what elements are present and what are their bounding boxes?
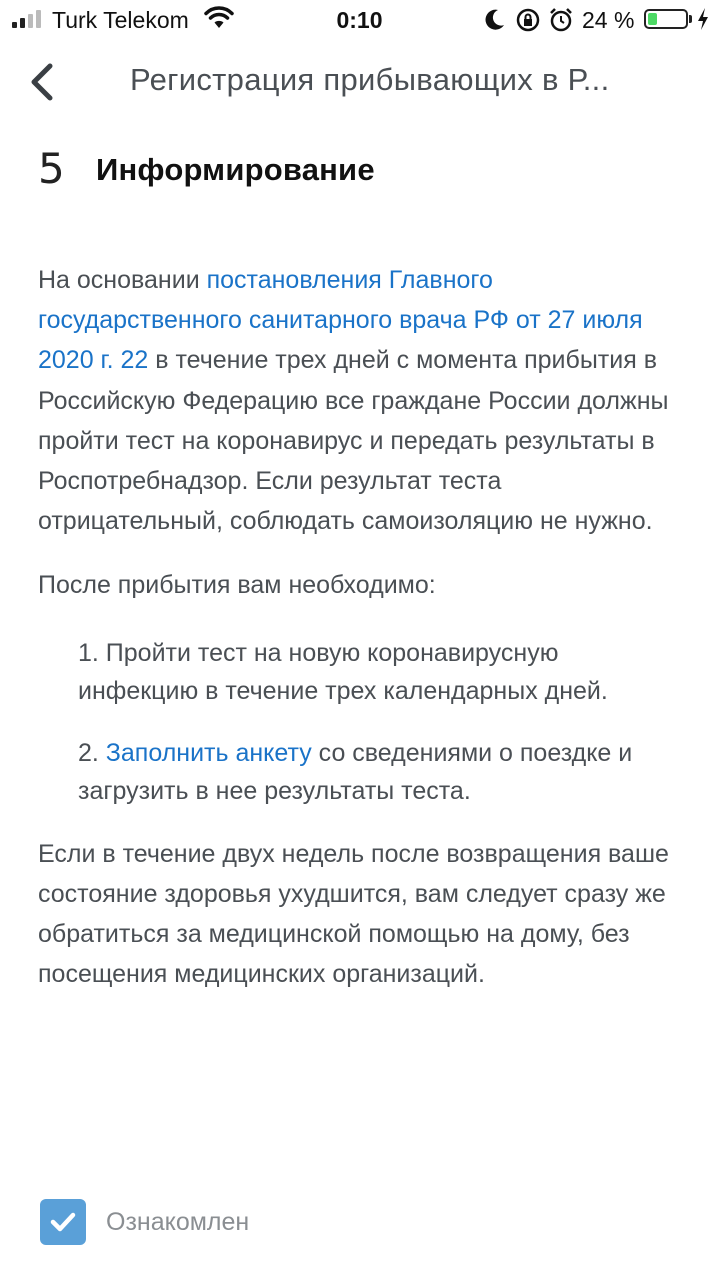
info-paragraph-2: После прибытия вам необходимо:: [38, 571, 436, 600]
fill-form-link[interactable]: Заполнить анкету: [105, 738, 312, 767]
info-paragraph-1: [38, 260, 678, 541]
status-time: 0:10: [336, 7, 383, 33]
battery-level: [648, 13, 657, 25]
charging-bolt-icon: [696, 7, 710, 31]
chevron-left-icon: [22, 60, 66, 104]
decree-link[interactable]: постановления Главного государственного санитарного врача РФ от 27 июля 2020 г. 22: [38, 266, 643, 375]
steps-list: [38, 634, 678, 810]
p1-prefix: На основании: [38, 266, 207, 294]
battery-tip: [689, 15, 692, 23]
list-item: [78, 734, 678, 810]
p1-suffix: в течение трех дней с момента прибытия в Российскую Федерацию все граждане России должны пройти тест на коронавирус и передать результаты в Роспотребнадзор. Если результат теста отрицательный, соблюдать самоизоляцию не нужно.: [38, 346, 669, 536]
back-button[interactable]: [22, 60, 66, 104]
status-bar: [0, 0, 719, 40]
battery-icon: [644, 9, 688, 29]
item2-suffix: со сведениями о поездке и загрузить в нее результаты теста.: [78, 738, 633, 805]
battery-percent: 24 %: [582, 7, 635, 33]
step-number: 5: [38, 144, 65, 193]
item2-prefix: 2.: [78, 738, 106, 767]
carrier-name: Turk Telekom: [52, 7, 189, 33]
info-content: [38, 260, 678, 994]
page-title: Регистрация прибывающих в Р...: [130, 62, 610, 97]
checkmark-icon: [48, 1207, 78, 1237]
step-title: Информирование: [96, 152, 375, 187]
acknowledge-label: Ознакомлен: [106, 1207, 250, 1236]
list-item: 1. Пройти тест на новую коронавирусную инфекцию в течение трех календарных дней.: [78, 638, 608, 705]
alarm-icon: [548, 7, 574, 33]
info-paragraph-3: Если в течение двух недель после возвращения ваше состояние здоровья ухудшится, вам следует сразу же обратиться за медицинской помощью на дому, без посещения медицинских организаций.: [38, 839, 669, 989]
acknowledge-checkbox[interactable]: [40, 1199, 86, 1245]
do-not-disturb-icon: [484, 8, 506, 32]
acknowledge-row[interactable]: [40, 1198, 249, 1246]
rotation-lock-icon: [515, 7, 541, 33]
